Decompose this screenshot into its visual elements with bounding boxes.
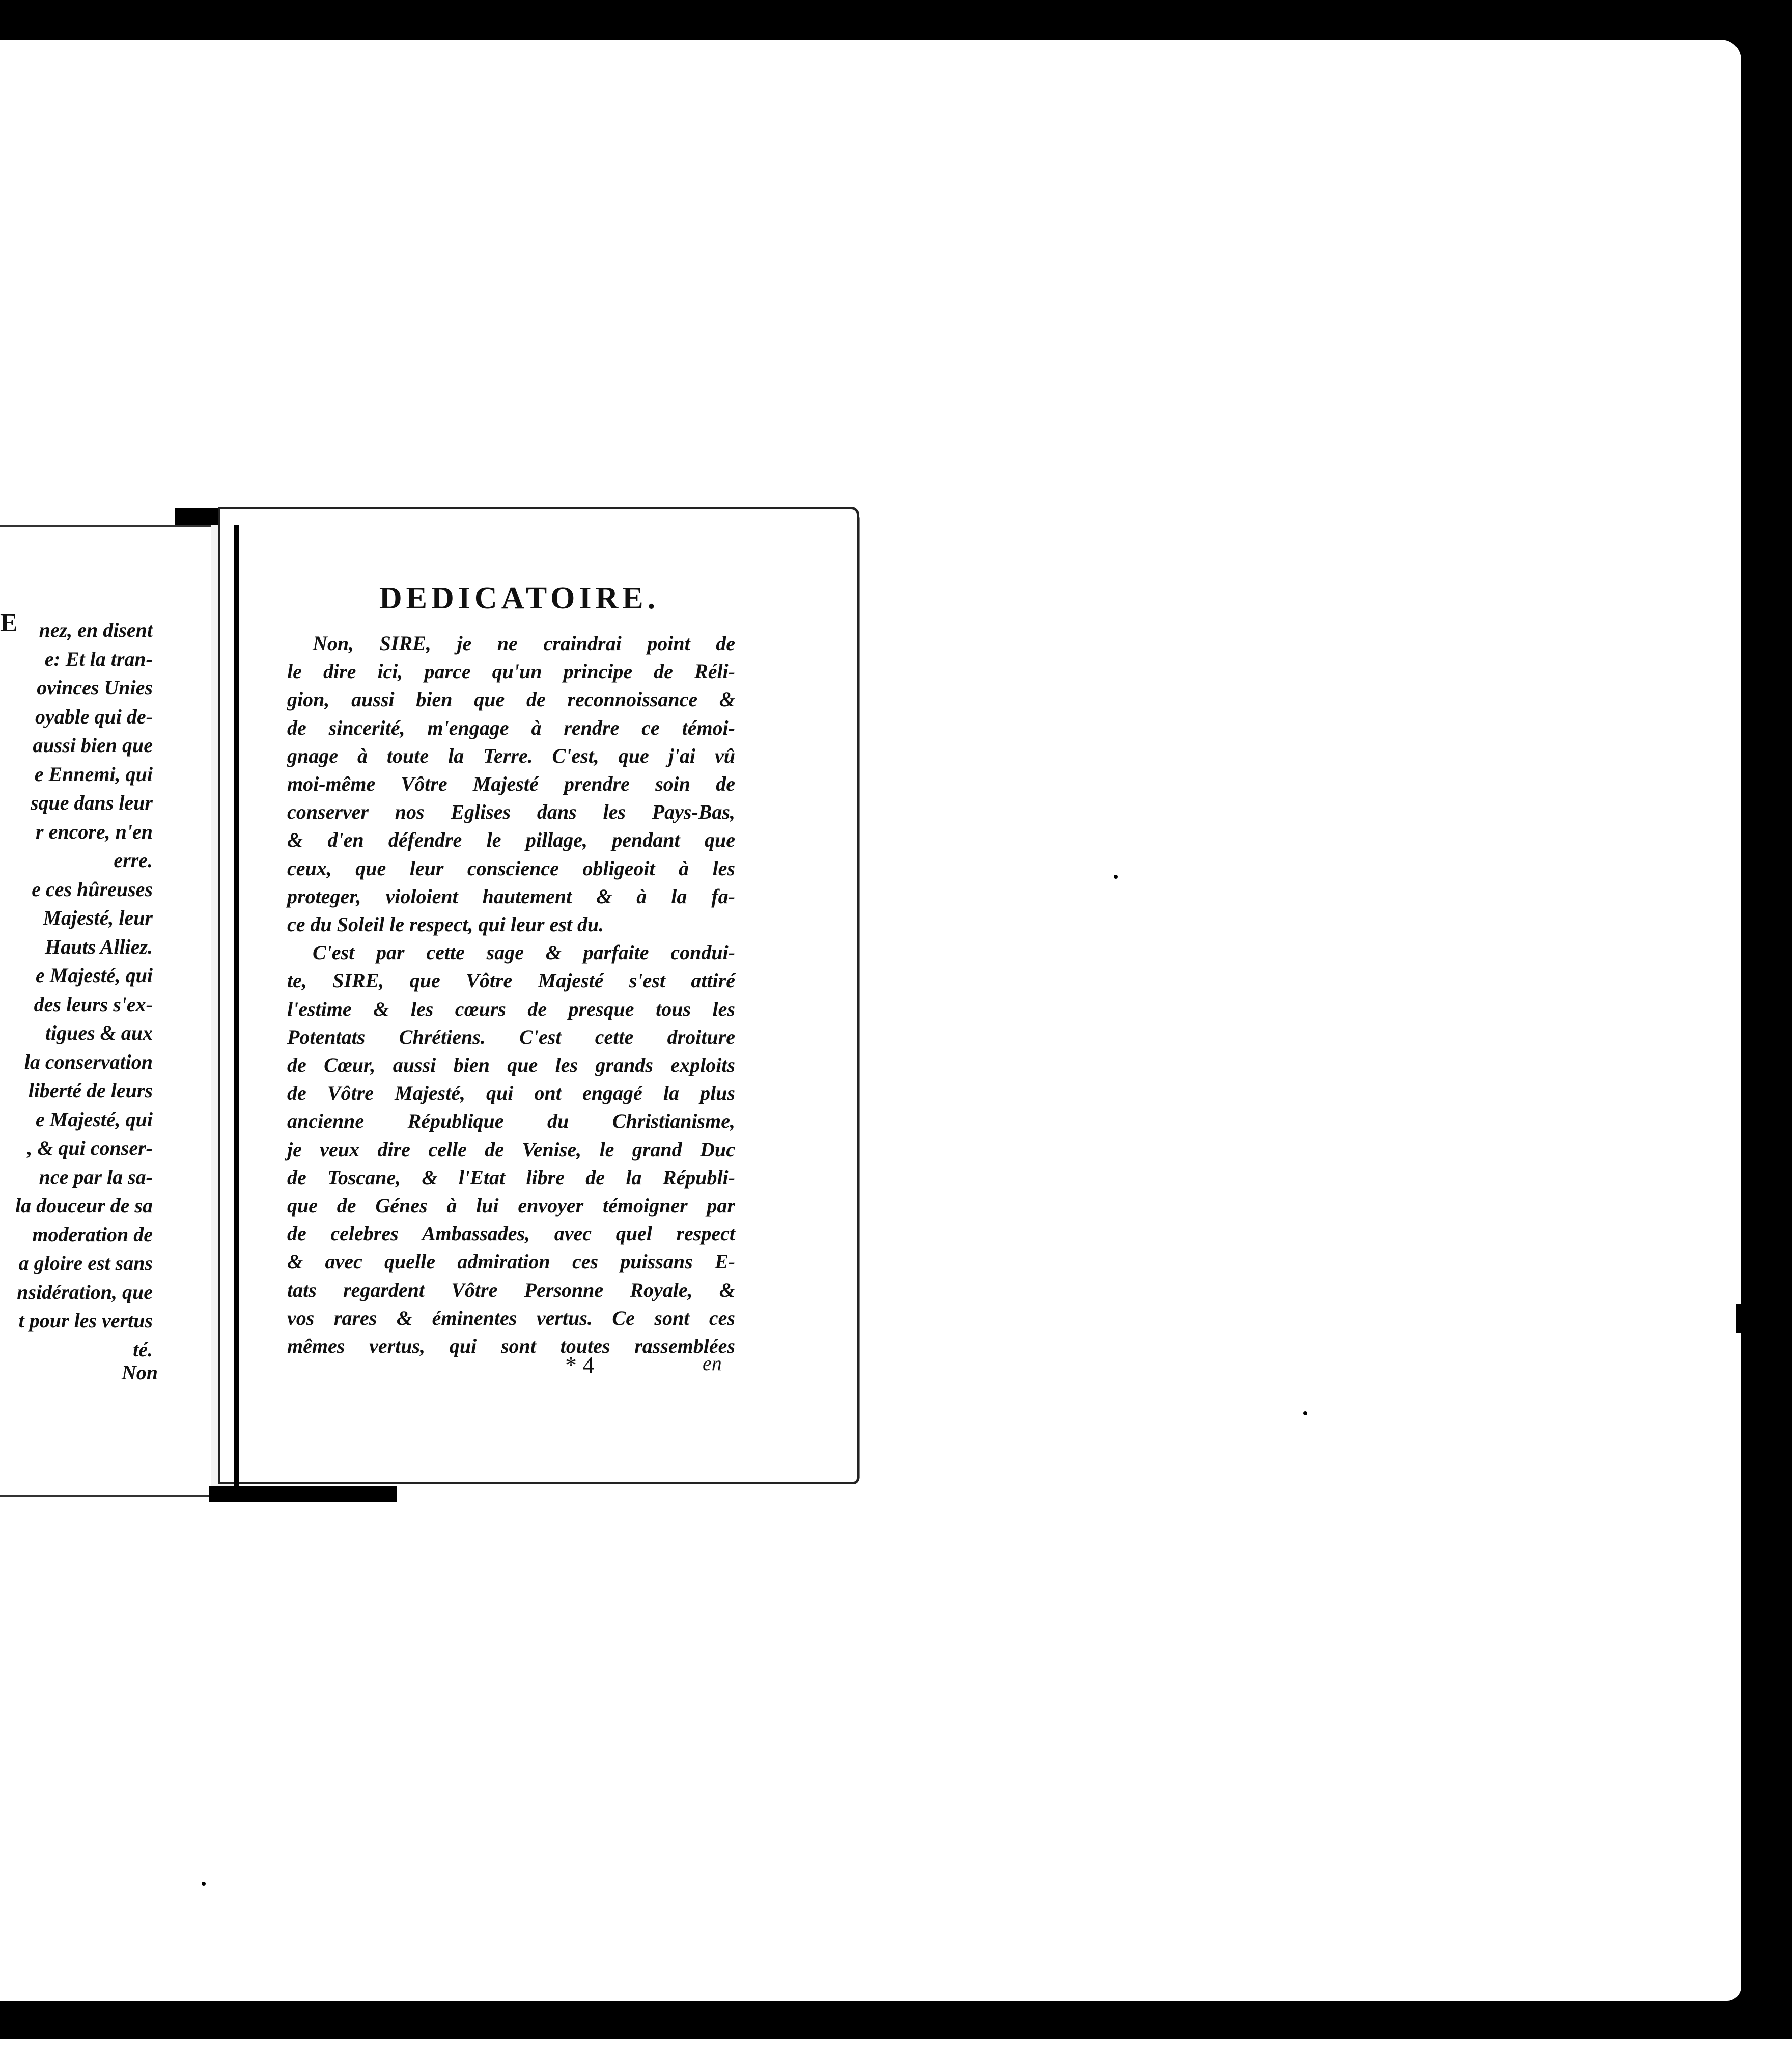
- text-line: e Majesté, qui: [36, 1107, 153, 1131]
- speck: [1114, 875, 1118, 879]
- text-line: oyable qui de-: [35, 705, 153, 728]
- text-line: je veux dire celle de Venise, le grand Duc: [287, 1137, 735, 1161]
- text-line: t pour les vertus: [18, 1309, 153, 1332]
- page-title: DEDICATOIRE.: [379, 581, 660, 616]
- text-line: nsidération, que: [17, 1280, 153, 1303]
- text-line: liberté de leurs: [28, 1079, 153, 1102]
- left-page-heading: E: [0, 608, 18, 637]
- text-line: Non, SIRE, je ne craindrai point de: [313, 632, 735, 655]
- text-line: de celebres Ambassades, avec quel respect: [287, 1222, 735, 1245]
- speck: [202, 1882, 206, 1886]
- text-line: erre.: [114, 849, 153, 872]
- text-line: de Vôtre Majesté, qui ont engagé la plus: [287, 1081, 735, 1105]
- speck: [1303, 1411, 1307, 1415]
- text-line: tigues & aux: [45, 1021, 153, 1044]
- text-line: vos rares & éminentes vertus. Ce sont ces: [287, 1306, 735, 1329]
- text-line: ce du Soleil le respect, qui leur est du.: [287, 913, 604, 936]
- text-line: des leurs s'ex-: [34, 992, 153, 1016]
- text-line: nez, en disent: [39, 619, 153, 642]
- text-line: la douceur de sa: [15, 1194, 153, 1217]
- text-line: té.: [133, 1338, 153, 1361]
- text-line: conserver nos Eglises dans les Pays-Bas,: [287, 800, 735, 824]
- right-page-text: [287, 629, 735, 1360]
- text-line: a gloire est sans: [18, 1252, 153, 1274]
- text-line: e Ennemi, qui: [34, 762, 153, 786]
- text-line: tats regardent Vôtre Personne Royale, &: [287, 1278, 735, 1301]
- text-line: ovinces Unies: [37, 676, 153, 699]
- text-line: moderation de: [32, 1222, 153, 1246]
- text-line: nce par la sa-: [39, 1165, 153, 1188]
- text-line: le dire ici, parce qu'un principe de Réli-: [287, 660, 735, 683]
- text-line: Potentats Chrétiens. C'est cette droiture: [287, 1025, 735, 1048]
- text-line: mêmes vertus, qui sont toutes rassemblées: [287, 1335, 735, 1358]
- catchword: en: [703, 1352, 722, 1375]
- left-page-text: [0, 616, 153, 1364]
- text-line: Majesté, leur: [43, 906, 153, 929]
- text-line: te, SIRE, que Vôtre Majesté s'est attiré: [287, 969, 735, 992]
- signature-mark: * 4: [565, 1352, 595, 1378]
- text-line: gion, aussi bien que de reconnoissance &: [287, 688, 735, 711]
- text-line: ancienne République du Christianisme,: [287, 1109, 735, 1133]
- text-line: que de Génes à lui envoyer témoigner par: [287, 1194, 735, 1217]
- text-line: de sincerité, m'engage à rendre ce témoi-: [287, 716, 735, 739]
- text-line: aussi bien que: [33, 734, 153, 757]
- text-line: de Cœur, aussi bien que les grands exploits: [287, 1053, 735, 1077]
- margin-mark: U: [1010, 2002, 1029, 2031]
- text-line: e Majesté, qui: [36, 964, 153, 987]
- text-line: sque dans leur: [30, 791, 153, 814]
- edge-mark: [1736, 1304, 1742, 1333]
- text-line: , & qui conser-: [27, 1136, 153, 1159]
- text-line: r encore, n'en: [36, 820, 153, 843]
- text-line: l'estime & les cœurs de presque tous les: [287, 997, 735, 1020]
- text-line: la conservation: [24, 1050, 153, 1073]
- text-line: Hauts Alliez.: [45, 935, 153, 958]
- bottom-strip: [0, 2039, 1792, 2057]
- text-line: proteger, violoient hautement & à la fa-: [287, 884, 735, 908]
- text-line: e: Et la tran-: [44, 647, 153, 671]
- text-line: moi-même Vôtre Majesté prendre soin de: [287, 772, 735, 796]
- book-spine: [234, 525, 239, 1493]
- text-line: gnage à toute la Terre. C'est, que j'ai vû: [287, 744, 735, 767]
- book-clip-bottom: [209, 1486, 397, 1502]
- text-line: e ces hûreuses: [32, 877, 153, 901]
- text-line: C'est par cette sage & parfaite condui-: [313, 941, 735, 964]
- text-line: de Toscane, & l'Etat libre de la Républi-: [287, 1165, 735, 1189]
- text-line: ceux, que leur conscience obligeoit à les: [287, 856, 735, 880]
- text-line: & d'en défendre le pillage, pendant que: [287, 828, 735, 852]
- left-page-catchword: Non: [121, 1361, 158, 1384]
- text-line: & avec quelle admiration ces puissans E-: [287, 1250, 735, 1273]
